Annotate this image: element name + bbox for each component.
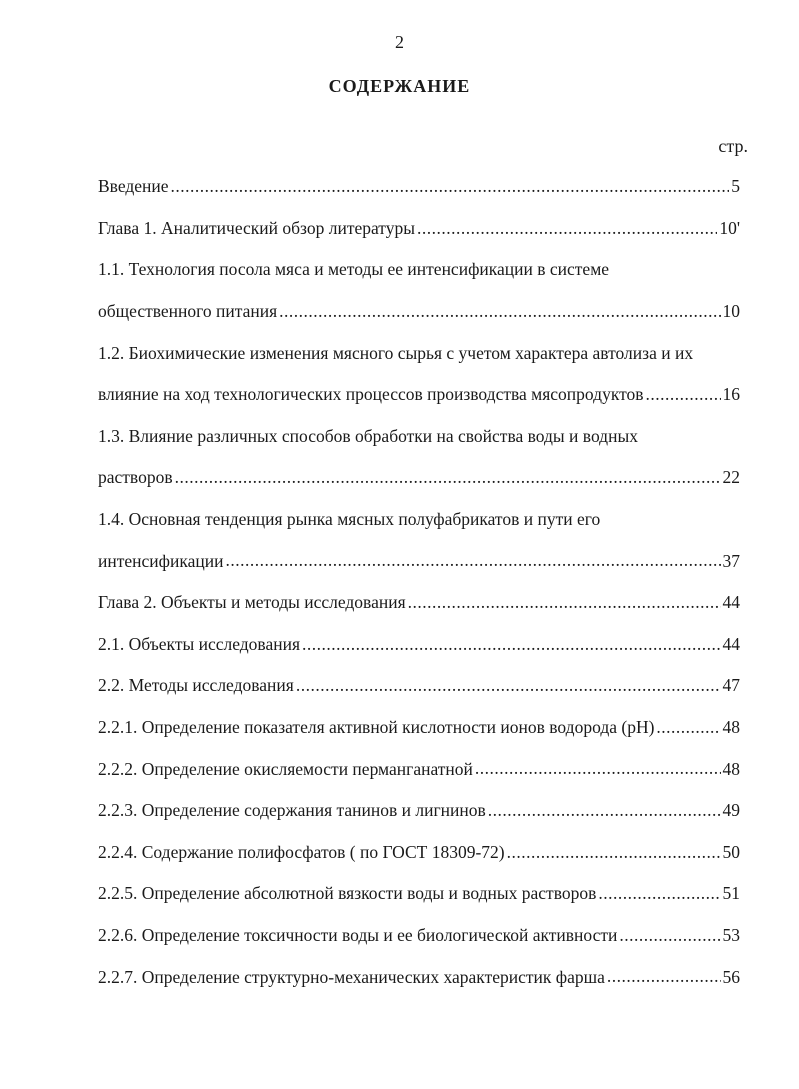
toc-entry-page: 50 (722, 841, 740, 862)
dot-leader (279, 303, 720, 321)
toc-entry-text: влияние на ход технологических процессов производства мясопродуктов (98, 384, 644, 405)
toc-entry (98, 665, 740, 707)
toc-entry-page: 48 (722, 717, 740, 738)
toc-entry (98, 624, 740, 666)
toc-entry-text: 2.2.2. Определение окисляемости перманганатной (98, 758, 473, 779)
toc-entry-text: 1.1. Технология посола мяса и методы ее интенсификации в системе (98, 259, 610, 280)
toc-entry-page: 49 (722, 800, 740, 821)
dot-leader (646, 386, 721, 404)
toc-entry-text: 2.2. Методы исследования (98, 675, 294, 696)
toc-entry-page: 10' (719, 217, 740, 238)
dot-leader (507, 844, 721, 862)
toc-entry (98, 291, 740, 333)
toc-entry-page: 22 (722, 467, 740, 488)
table-of-contents (98, 166, 740, 998)
toc-entry (98, 457, 740, 499)
toc-entry (98, 540, 740, 582)
dot-leader (475, 760, 721, 778)
dot-leader (302, 636, 720, 654)
toc-entry-text: 2.2.7. Определение структурно-механических характеристик фарша (98, 966, 605, 987)
dot-leader (175, 469, 721, 487)
toc-entry-page: 44 (722, 633, 740, 654)
toc-entry (98, 332, 740, 374)
toc-entry-page: 5 (731, 176, 740, 197)
toc-entry-text: 2.2.6. Определение токсичности воды и ее биологической активности (98, 924, 618, 945)
dot-leader (656, 719, 720, 737)
toc-entry-text: 2.2.1. Определение показателя активной кислотности ионов водорода (pH) (98, 717, 655, 738)
toc-entry (98, 707, 740, 749)
toc-entry (98, 790, 740, 832)
dot-leader (417, 220, 717, 238)
page-number: 2 (395, 32, 404, 52)
toc-entry-text: Глава 2. Объекты и методы исследования (98, 592, 406, 613)
toc-entry-text: 1.4. Основная тенденция рынка мясных полуфабрикатов и пути его (98, 509, 601, 530)
toc-entry-text: 2.2.3. Определение содержания танинов и лигнинов (98, 800, 486, 821)
toc-entry (98, 208, 740, 250)
toc-entry (98, 499, 740, 541)
toc-entry (98, 166, 740, 208)
toc-entry-page: 56 (722, 966, 740, 987)
toc-entry-text: интенсификации (98, 550, 224, 571)
toc-entry-text: Введение (98, 176, 169, 197)
toc-entry-page: 44 (722, 592, 740, 613)
dot-leader (607, 968, 721, 986)
toc-entry-page: 48 (722, 758, 740, 779)
toc-entry-text: 1.3. Влияние различных способов обработки на свойства воды и водных (98, 425, 638, 446)
toc-entry-text: 2.2.4. Содержание полифосфатов ( по ГОСТ 18309-72) (98, 841, 505, 862)
toc-entry-page: 51 (722, 883, 740, 904)
toc-entry-text: 2.2.5. Определение абсолютной вязкости воды и водных растворов (98, 883, 597, 904)
toc-entry (98, 748, 740, 790)
toc-entry-text: 1.2. Биохимические изменения мясного сырья с учетом характера автолиза и их (98, 342, 694, 363)
page-column-label: стр. (718, 136, 748, 156)
dot-leader (488, 802, 721, 820)
toc-entry (98, 416, 740, 458)
toc-entry-page: 16 (722, 384, 740, 405)
toc-entry (98, 832, 740, 874)
dot-leader (225, 552, 720, 570)
toc-entry (98, 249, 740, 291)
toc-entry (98, 374, 740, 416)
page-title: СОДЕРЖАНИЕ (328, 76, 471, 96)
dot-leader (598, 885, 720, 903)
toc-entry-text: 2.1. Объекты исследования (98, 633, 301, 654)
toc-entry-page: 53 (722, 924, 740, 945)
toc-entry-page: 47 (722, 675, 740, 696)
toc-entry (98, 582, 740, 624)
toc-entry-page: 37 (722, 550, 740, 571)
dot-leader (171, 178, 730, 196)
toc-entry (98, 956, 740, 998)
toc-entry-text: Глава 1. Аналитический обзор литературы (98, 217, 415, 238)
toc-entry-text: растворов (98, 467, 173, 488)
toc-entry (98, 873, 740, 915)
toc-entry (98, 915, 740, 957)
toc-entry-text: общественного питания (98, 301, 278, 322)
dot-leader (408, 594, 721, 612)
toc-entry-page: 10 (722, 301, 740, 322)
dot-leader (296, 677, 721, 695)
dot-leader (619, 927, 720, 945)
